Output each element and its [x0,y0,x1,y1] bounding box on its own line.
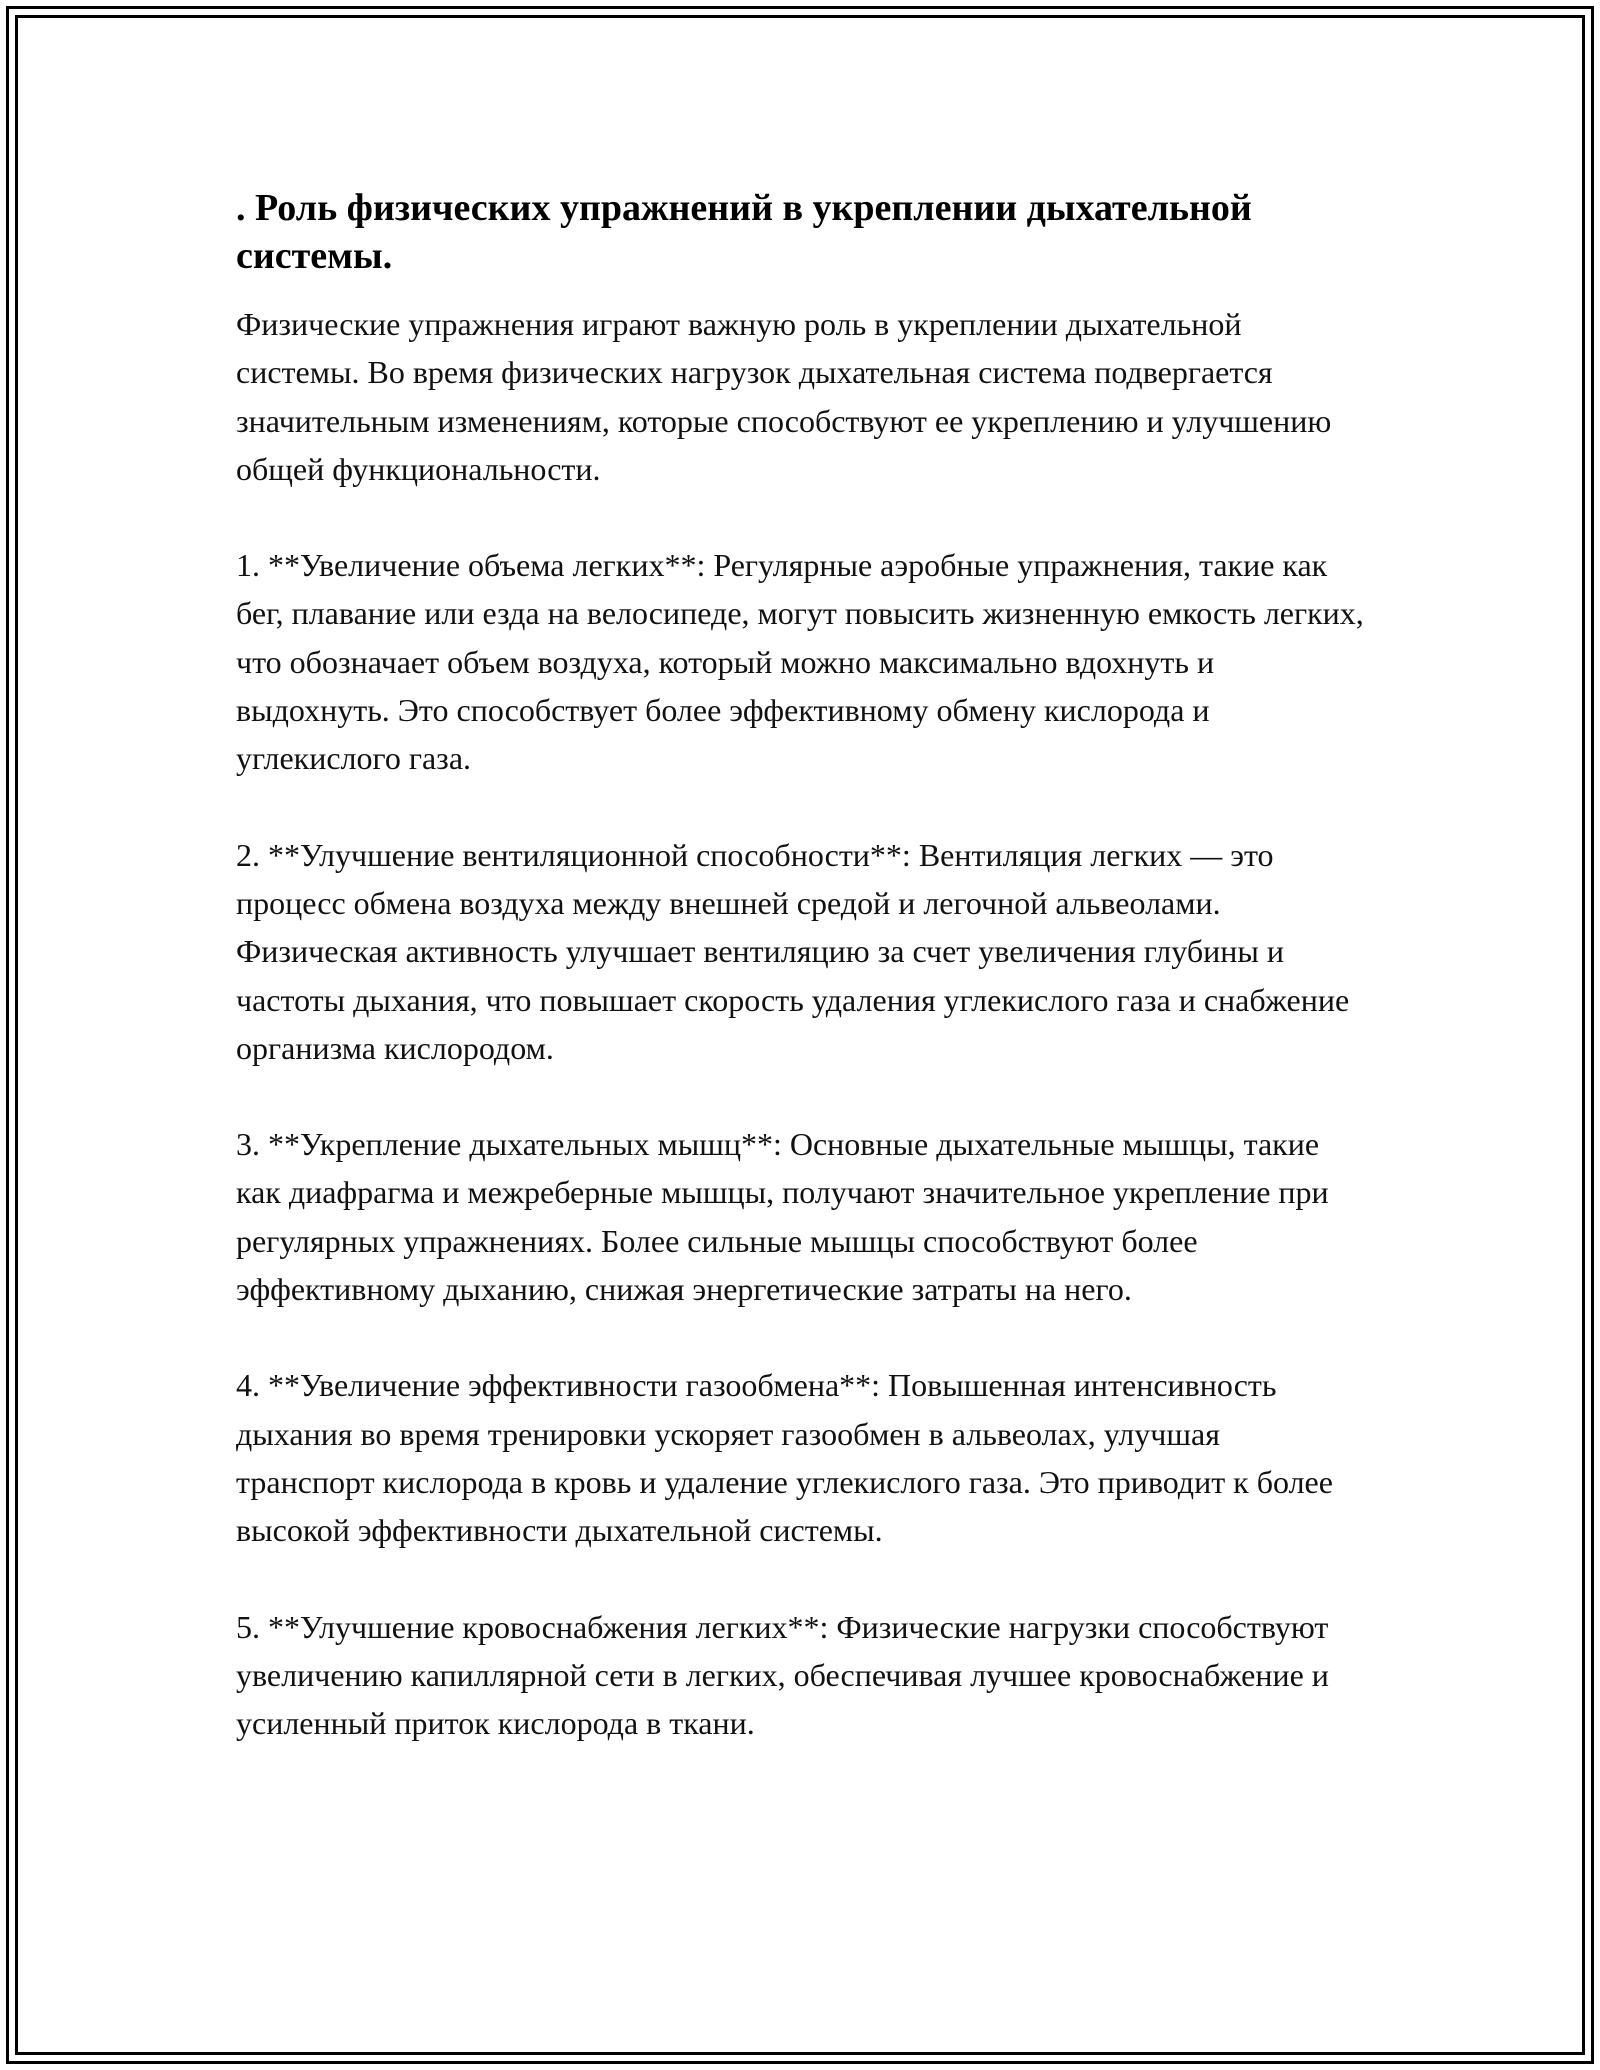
list-item: 4. **Увеличение эффективности газообмена**: Повышенная интенсивность дыхания во время тренировки ускоряет газообмен в альвеолах, улучшая транспорт кислорода в кровь и удаление углекислого газа. Это приводит к более высокой эффективности дыхательной системы. [236,1367,1333,1549]
list-item: 2. **Улучшение вентиляционной способности**: Вентиляция легких — это процесс обмена воздуха между внешней средой и легочной альвеолами. Физическая активность улучшает вентиляцию за счет увеличения глубины и частоты дыхания, что повышает скорость удаления углекислого газа и снабжение организма кислородом. [236,836,1350,1066]
intro-paragraph: Физические упражнения играют важную роль в укреплении дыхательной системы. Во время физических нагрузок дыхательная система подвергается значительным изменениям, которые способствуют ее укреплению и улучшению общей функциональности. [236,306,1332,487]
document-body [236,184,1366,1795]
list-item: 3. **Укрепление дыхательных мышц**: Основные дыхательные мышцы, такие как диафрагма и межреберные мышцы, получают значительное укрепление при регулярных упражнениях. Более сильные мышцы способствуют более эффективному дыханию, снижая энергетические затраты на него. [236,1126,1329,1308]
list-item: 5. **Улучшение кровоснабжения легких**: Физические нагрузки способствуют увеличению капиллярной сети в легких, обеспечивая лучшее кровоснабжение и усиленный приток кислорода в ткани. [236,1608,1329,1742]
document-title: . Роль физических упражнений в укреплении дыхательной системы. [236,187,1252,277]
list-item: 1. **Увеличение объема легких**: Регулярные аэробные упражнения, такие как бег, плавание или езда на велосипеде, могут повысить жизненную емкость легких, что обозначает объем воздуха, который можно максимально вдохнуть и выдохнуть. Это способствует более эффективному обмену кислорода и углекислого газа. [236,547,1364,777]
